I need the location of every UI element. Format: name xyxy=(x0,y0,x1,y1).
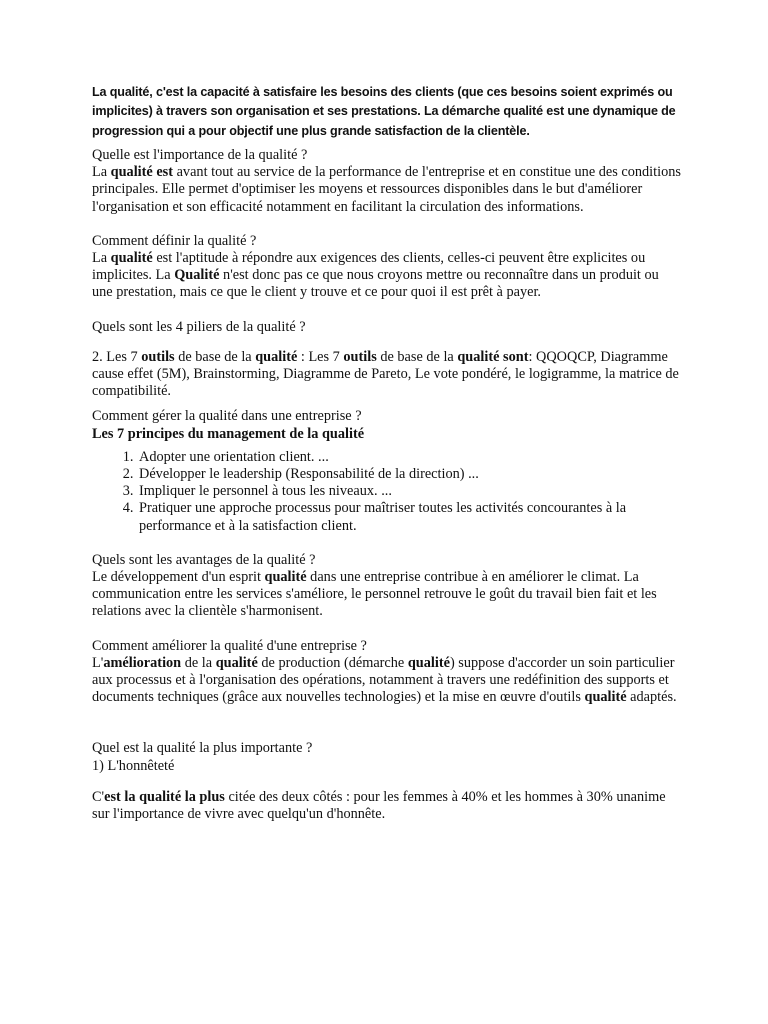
list-item: 3. Impliquer le personnel à tous les niveaux. ... xyxy=(137,483,682,500)
text-run: de base de la xyxy=(376,348,458,365)
text-run: 2. Les 7 xyxy=(92,348,142,365)
intro-line-2: implicites) à travers son organisation et ses prestations. La démarche qualité est une dynamique de xyxy=(92,104,676,119)
text-run: citée des deux côtés : pour les femmes à 40% et les hommes à 30% unanime sur l'importance de vivre avec quelqu'un d'honnête. xyxy=(92,788,666,823)
question-ameliorer: Comment améliorer la qualité d'une entreprise ? xyxy=(92,637,367,654)
intro-line-3: progression qui a pour objectif une plus grande satisfaction de la clientèle. xyxy=(92,123,530,138)
question-avantages: Quels sont les avantages de la qualité ? xyxy=(92,551,316,568)
answer-avantages xyxy=(92,569,682,621)
answer-honnetete: 1) L'honnêteté xyxy=(92,757,175,774)
text-run: de production (démarche xyxy=(257,654,408,671)
document-body xyxy=(92,147,682,823)
question-plus-importante: Quel est la qualité la plus importante ? xyxy=(92,740,313,757)
answer-ameliorer xyxy=(92,655,682,707)
heading-text: Les 7 principes du management de la qualité xyxy=(92,425,365,442)
paragraph-honnetete xyxy=(92,789,682,823)
answer-definition xyxy=(92,250,682,302)
bold-term: qualité xyxy=(215,654,258,671)
bold-term: outils xyxy=(141,348,175,365)
text-run: : Les 7 xyxy=(297,348,344,365)
principles-list xyxy=(92,449,682,535)
text-run: avant tout au service de la performance de l'entreprise et en constitue une des conditions principales. Elle permet d'optimiser les moyens et ressources disponibles dans le but d'améliorer l'organisation et son efficacité notamment en facilitant la circulation des informations. xyxy=(92,164,681,215)
text-run: C' xyxy=(92,788,105,805)
text-run: La xyxy=(92,164,111,181)
bold-term: qualité xyxy=(584,689,627,706)
bold-term: qualité xyxy=(255,348,298,365)
answer-importance xyxy=(92,164,682,216)
paragraph-outils xyxy=(92,349,682,401)
list-item: 4. Pratiquer une approche processus pour maîtriser toutes les activités concourantes à la performance et à la satisfaction client. xyxy=(137,500,682,534)
text-run: n'est donc pas ce que nous croyons mettre ou reconnaître dans un produit ou une prestation, mais ce que le client y trouve et ce pour quoi il est prêt à payer. xyxy=(92,267,659,301)
text-run: L' xyxy=(92,654,104,671)
text-run: dans une entreprise contribue à en améliorer le climat. La communication entre les services s'améliore, le personnel retrouve le goût du travail bien fait et les relations avec la clientèle s'harmonisent. xyxy=(92,569,657,620)
bold-term: outils xyxy=(343,348,377,365)
bold-term: qualité xyxy=(407,654,450,671)
intro-line-1: La qualité, c'est la capacité à satisfaire les besoins des clients (que ces besoins soient exprimés ou xyxy=(92,85,673,99)
bold-term: qualité sont xyxy=(457,348,529,365)
question-piliers: Quels sont les 4 piliers de la qualité ? xyxy=(92,318,306,335)
text-run: est l'aptitude à répondre aux exigences des clients, celles-ci peuvent être explicites ou implicites. La xyxy=(92,250,646,284)
bold-term: est la qualité la plus xyxy=(104,788,225,805)
text-run: ) suppose d'accorder un soin particulier aux processus et à l'organisation des opérations, notamment à travers une redéfinition des supports et documents techniques (grâce aux nouvelles technologies) et la mise en œuvre d'outils xyxy=(92,654,675,706)
bold-term: amélioration xyxy=(103,654,182,671)
list-item: 1. Adopter une orientation client. ... xyxy=(137,449,682,466)
intro-paragraph xyxy=(92,83,692,141)
bold-term: qualité est xyxy=(110,164,174,181)
text-run: adaptés. xyxy=(626,689,677,706)
heading-principes xyxy=(92,426,682,443)
bold-term: qualité xyxy=(264,569,307,586)
question-gerer: Comment gérer la qualité dans une entreprise ? xyxy=(92,408,362,425)
text-run: de la xyxy=(181,654,216,671)
text-run: Le développement d'un esprit xyxy=(92,569,265,586)
text-run: : QQOQCP, Diagramme cause effet (5M), Brainstorming, Diagramme de Pareto, Le vote pondéré, le logigramme, la matrice de compatibilité. xyxy=(92,348,679,400)
text-run: La xyxy=(92,250,111,267)
bold-term: Qualité xyxy=(174,267,220,284)
text-run: de base de la xyxy=(174,348,256,365)
bold-term: qualité xyxy=(110,250,153,267)
question-definition: Comment définir la qualité ? xyxy=(92,232,257,249)
list-item: 2. Développer le leadership (Responsabilité de la direction) ... xyxy=(137,466,682,483)
question-importance: Quelle est l'importance de la qualité ? xyxy=(92,147,308,163)
